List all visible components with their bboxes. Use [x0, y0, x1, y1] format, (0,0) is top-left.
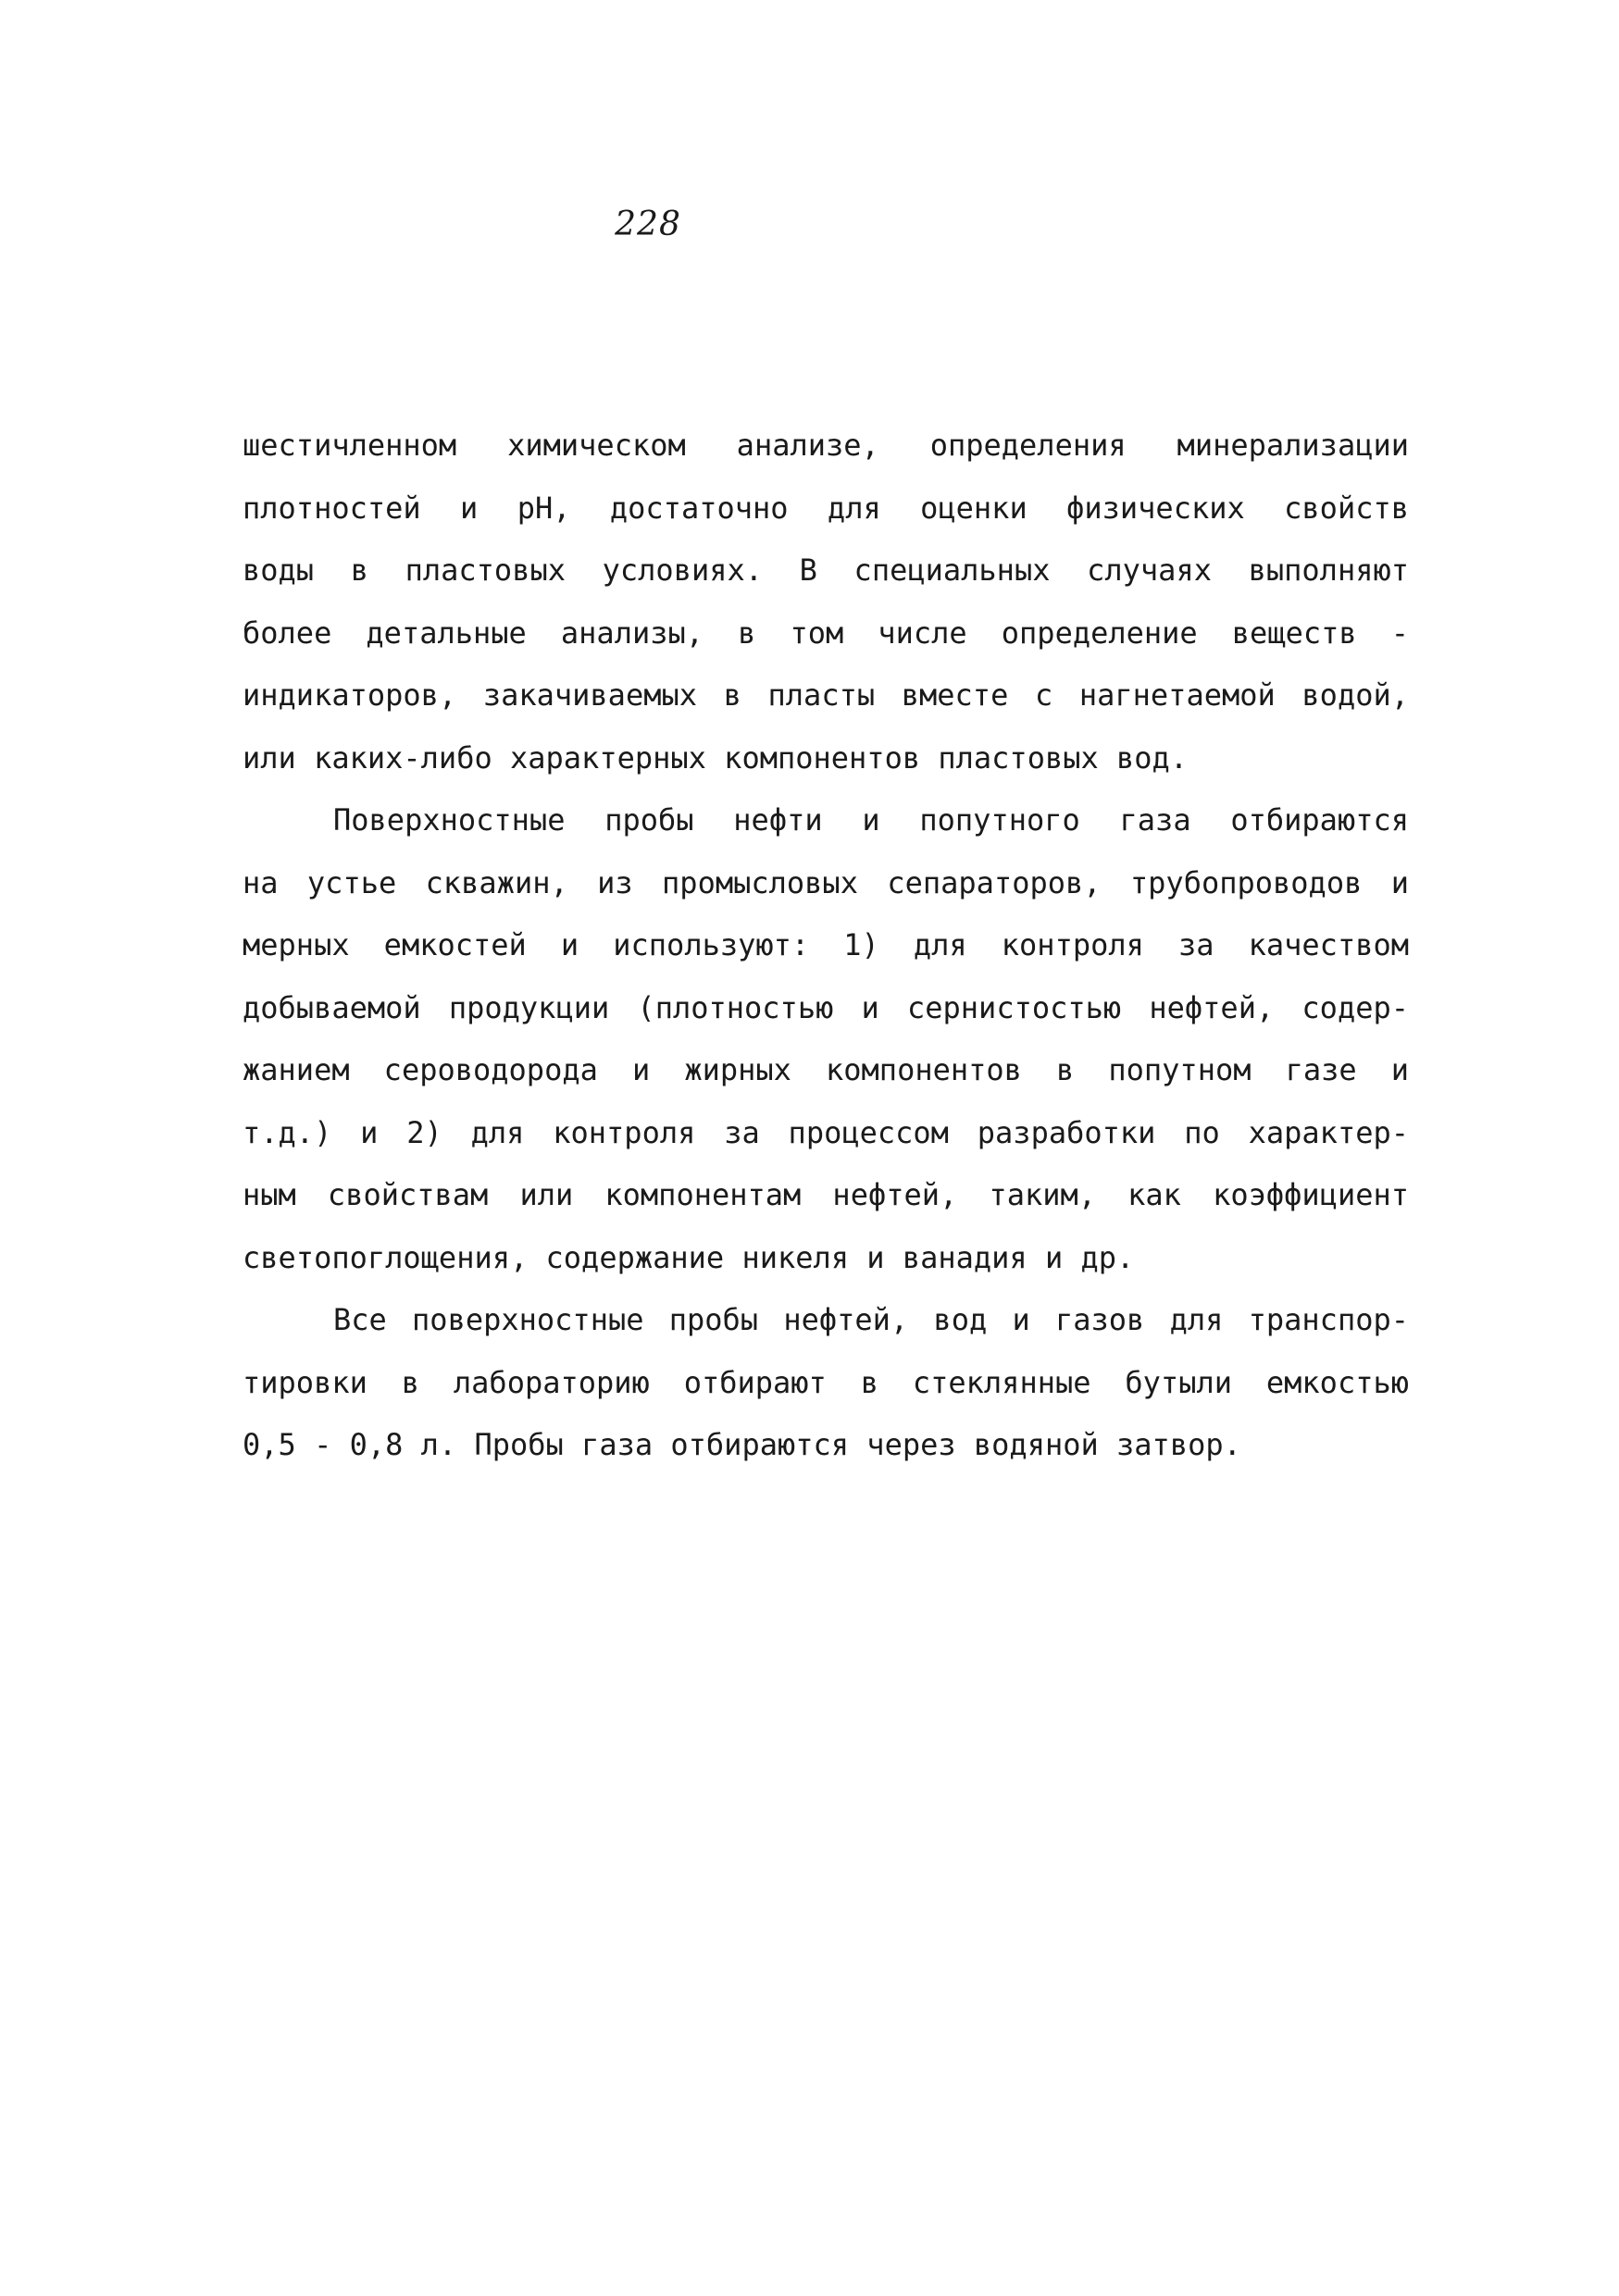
text-line: на устье скважин, из промысловых сепараторов, трубопроводов и — [243, 864, 1409, 900]
text-line: индикаторов, закачиваемых в пласты вместе с нагнетаемой водой, — [243, 677, 1409, 713]
text-line: тировки в лабораторию отбирают в стеклянные бутыли емкостью — [243, 1364, 1409, 1400]
text-line: воды в пластовых условиях. В специальных случаях выполняют — [243, 552, 1409, 588]
text-line: 0,5 - 0,8 л. Пробы газа отбираются через водяной затвор. — [243, 1427, 1241, 1462]
text-line: плотностей и pH, достаточно для оценки физических свойств — [243, 490, 1409, 526]
text-line: светопоглощения, содержание никеля и ванадия и др. — [243, 1239, 1135, 1275]
page-number: 228 — [615, 205, 681, 243]
text-line: Все поверхностные пробы нефтей, вод и газов для транспор- — [333, 1302, 1409, 1337]
text-line: или каких-либо характерных компонентов пластовых вод. — [243, 739, 1189, 776]
text-line: жанием сероводорода и жирных компонентов в попутном газе и — [243, 1052, 1409, 1087]
text-line: ным свойствам или компонентам нефтей, таким, как коэффициент — [243, 1177, 1409, 1212]
text-line: Поверхностные пробы нефти и попутного газа отбираются — [333, 802, 1409, 838]
body-text — [243, 415, 1409, 1477]
text-line: т.д.) и 2) для контроля за процессом разработки по характер- — [243, 1114, 1409, 1150]
paragraph-2 — [243, 789, 1409, 1289]
text-line: более детальные анализы, в том числе определение веществ - — [243, 614, 1409, 651]
paragraph-1 — [243, 415, 1409, 789]
text-line: мерных емкостей и используют: 1) для контроля за качеством — [243, 927, 1409, 962]
paragraph-3 — [243, 1289, 1409, 1477]
text-line: шестичленном химическом анализе, определения минерализации — [243, 428, 1409, 463]
text-line: добываемой продукции (плотностью и сернистостью нефтей, содер- — [243, 989, 1409, 1025]
